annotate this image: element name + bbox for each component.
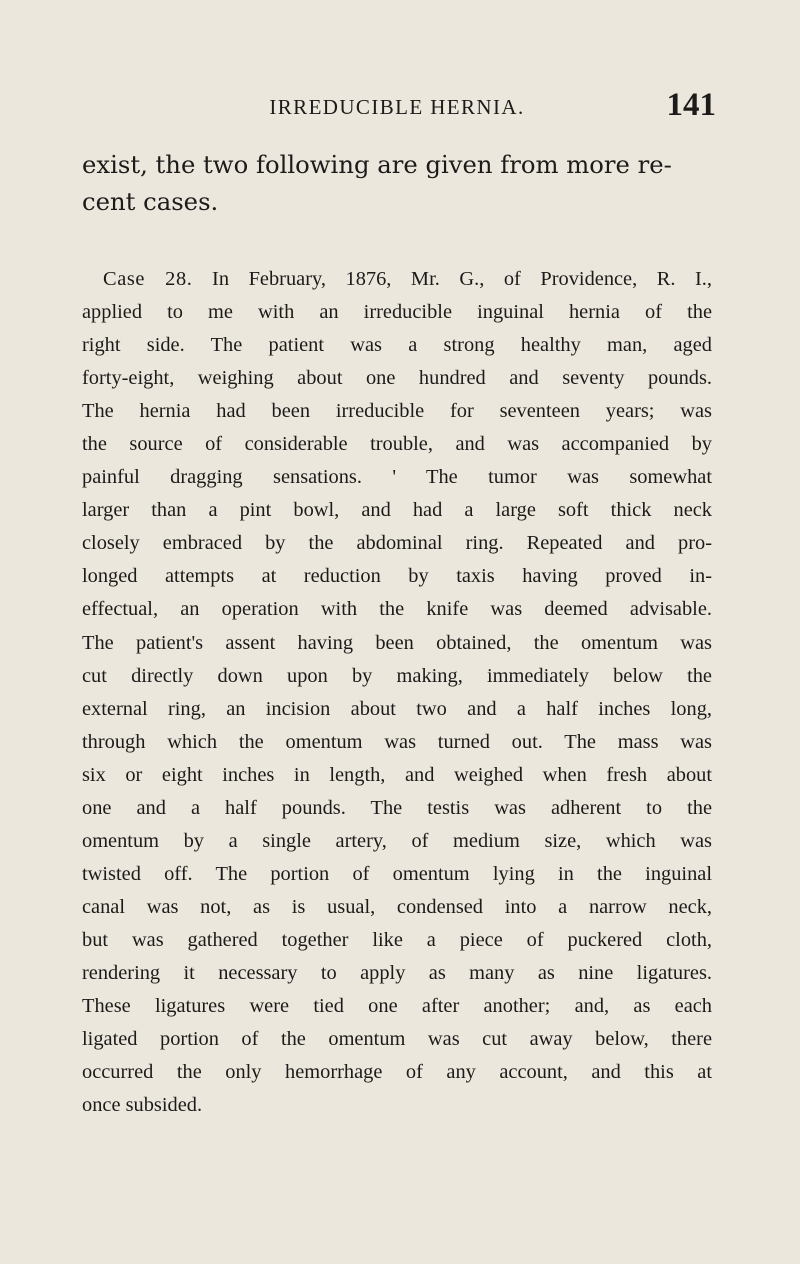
- text-line: The hernia had been irreducible for seventeen years; was: [82, 400, 712, 423]
- text-line: These ligatures were tied one after another; and, as each: [82, 995, 712, 1018]
- text-line: [82, 263, 712, 296]
- text-line: one and a half pounds. The testis was adherent to the: [82, 796, 712, 819]
- text-line: external ring, an incision about two and a half inches long,: [82, 697, 712, 720]
- text-line: canal was not, as is usual, condensed into a narrow neck,: [82, 895, 712, 918]
- text-line: applied to me with an irreducible inguinal hernia of the: [82, 301, 712, 324]
- continuation-paragraph: [82, 146, 712, 220]
- case-label: Case 28.: [103, 268, 193, 290]
- case-paragraph: [82, 263, 712, 1122]
- text-line: once subsided.: [82, 1094, 203, 1117]
- text-line: forty-eight, weighing about one hundred and seventy pounds.: [82, 367, 712, 390]
- text-line: larger than a pint bowl, and had a large soft thick neck: [82, 499, 712, 522]
- text-line: cent cases.: [82, 187, 219, 216]
- text-line: right side. The patient was a strong healthy man, aged: [82, 334, 712, 357]
- running-title: IRREDUCIBLE HERNIA.: [269, 95, 525, 119]
- text-line: longed attempts at reduction by taxis having proved in-: [82, 565, 712, 588]
- text-line: but was gathered together like a piece of puckered cloth,: [82, 928, 712, 951]
- text-line: The patient's assent having been obtained, the omentum was: [82, 631, 712, 654]
- text-line: effectual, an operation with the knife was deemed advisable.: [82, 598, 712, 621]
- text-line: omentum by a single artery, of medium size, which was: [82, 829, 712, 852]
- page-number: 141: [666, 87, 716, 123]
- running-head: [82, 87, 716, 127]
- text-line: exist, the two following are given from more re-: [82, 150, 672, 179]
- text-line: ligated portion of the omentum was cut away below, there: [82, 1028, 712, 1051]
- text-line: six or eight inches in length, and weighed when fresh about: [82, 763, 712, 786]
- text-line: the source of considerable trouble, and was accompanied by: [82, 433, 712, 456]
- text-line: twisted off. The portion of omentum lying in the inguinal: [82, 862, 712, 885]
- text-line: painful dragging sensations. ' The tumor was somewhat: [82, 466, 712, 489]
- text-line: closely embraced by the abdominal ring. Repeated and pro-: [82, 532, 712, 555]
- text-fragment: In February, 1876, Mr. G., of Providence, R. I.,: [192, 268, 712, 290]
- text-line: through which the omentum was turned out. The mass was: [82, 730, 712, 753]
- text-line: occurred the only hemorrhage of any account, and this at: [82, 1061, 712, 1084]
- text-line: cut directly down upon by making, immediately below the: [82, 664, 712, 687]
- text-line: rendering it necessary to apply as many as nine ligatures.: [82, 961, 712, 984]
